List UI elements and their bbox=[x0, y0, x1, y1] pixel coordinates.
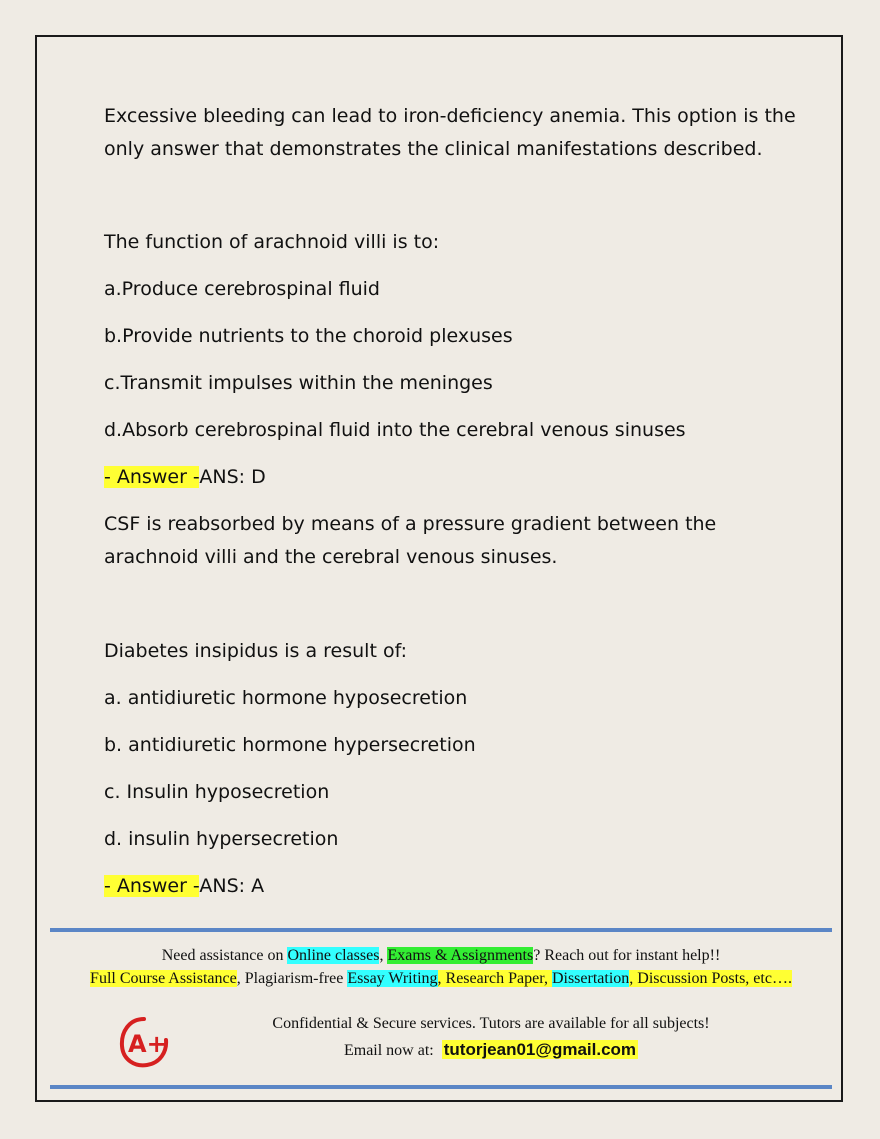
q1-option-d: d.Absorb cerebrospinal fluid into the cerebral venous sinuses bbox=[104, 419, 686, 441]
question-1: The function of arachnoid villi is to: bbox=[104, 231, 440, 253]
q1-option-b: b.Provide nutrients to the choroid plexuses bbox=[104, 325, 513, 347]
q1-rationale-line-2: arachnoid villi and the cerebral venous sinuses. bbox=[104, 546, 558, 568]
q2-option-b: b. antidiuretic hormone hypersecretion bbox=[104, 734, 476, 756]
answer-value: ANS: A bbox=[199, 875, 265, 897]
email-link[interactable]: tutorjean01@gmail.com bbox=[443, 1040, 637, 1059]
promo-text: ? Reach out for instant help!! bbox=[533, 947, 721, 964]
intro-line-1: Excessive bleeding can lead to iron-deficiency anemia. This option is the bbox=[104, 105, 796, 127]
answer-label: - Answer - bbox=[104, 466, 200, 488]
full-course-text: Full Course Assistance bbox=[90, 970, 237, 987]
q1-option-a: a.Produce cerebrospinal fluid bbox=[104, 278, 380, 300]
footer-top-rule bbox=[50, 928, 832, 932]
online-classes-link: Online classes bbox=[287, 947, 380, 964]
intro-line-2: only answer that demonstrates the clinical manifestations described. bbox=[104, 138, 763, 160]
answer-label: - Answer - bbox=[104, 875, 200, 897]
email-line bbox=[150, 1037, 832, 1064]
promo-text: , Plagiarism-free bbox=[236, 970, 348, 987]
q1-option-c: c.Transmit impulses within the meninges bbox=[104, 372, 493, 394]
q1-rationale-line-1: CSF is reabsorbed by means of a pressure gradient between the bbox=[104, 513, 717, 535]
dissertation-text: Dissertation bbox=[551, 970, 630, 987]
email-prefix: Email now at: bbox=[343, 1042, 434, 1059]
essay-writing-text: Essay Writing bbox=[347, 970, 438, 987]
document-body bbox=[104, 100, 804, 917]
promo-text: Need assistance on bbox=[161, 947, 288, 964]
question-2: Diabetes insipidus is a result of: bbox=[104, 640, 407, 662]
q2-option-c: c. Insulin hyposecretion bbox=[104, 781, 330, 803]
footer-promo bbox=[50, 944, 832, 990]
promo-text: , bbox=[379, 947, 388, 964]
q1-answer bbox=[104, 461, 804, 494]
discussion-text: , Discussion Posts, etc…. bbox=[629, 970, 792, 987]
footer-bottom-rule bbox=[50, 1085, 832, 1089]
exams-link: Exams & Assignments bbox=[387, 947, 534, 964]
research-text: , Research Paper, bbox=[437, 970, 552, 987]
promo-line-2 bbox=[50, 967, 832, 990]
confidential-line: Confidential & Secure services. Tutors are available for all subjects! bbox=[272, 1015, 710, 1032]
promo-line-1 bbox=[50, 944, 832, 967]
q2-option-d: d. insulin hypersecretion bbox=[104, 828, 339, 850]
answer-value: ANS: D bbox=[199, 466, 266, 488]
q2-answer bbox=[104, 870, 804, 903]
footer-contact bbox=[150, 1011, 832, 1064]
logo-text: A+ bbox=[128, 1030, 167, 1058]
q2-option-a: a. antidiuretic hormone hyposecretion bbox=[104, 687, 468, 709]
